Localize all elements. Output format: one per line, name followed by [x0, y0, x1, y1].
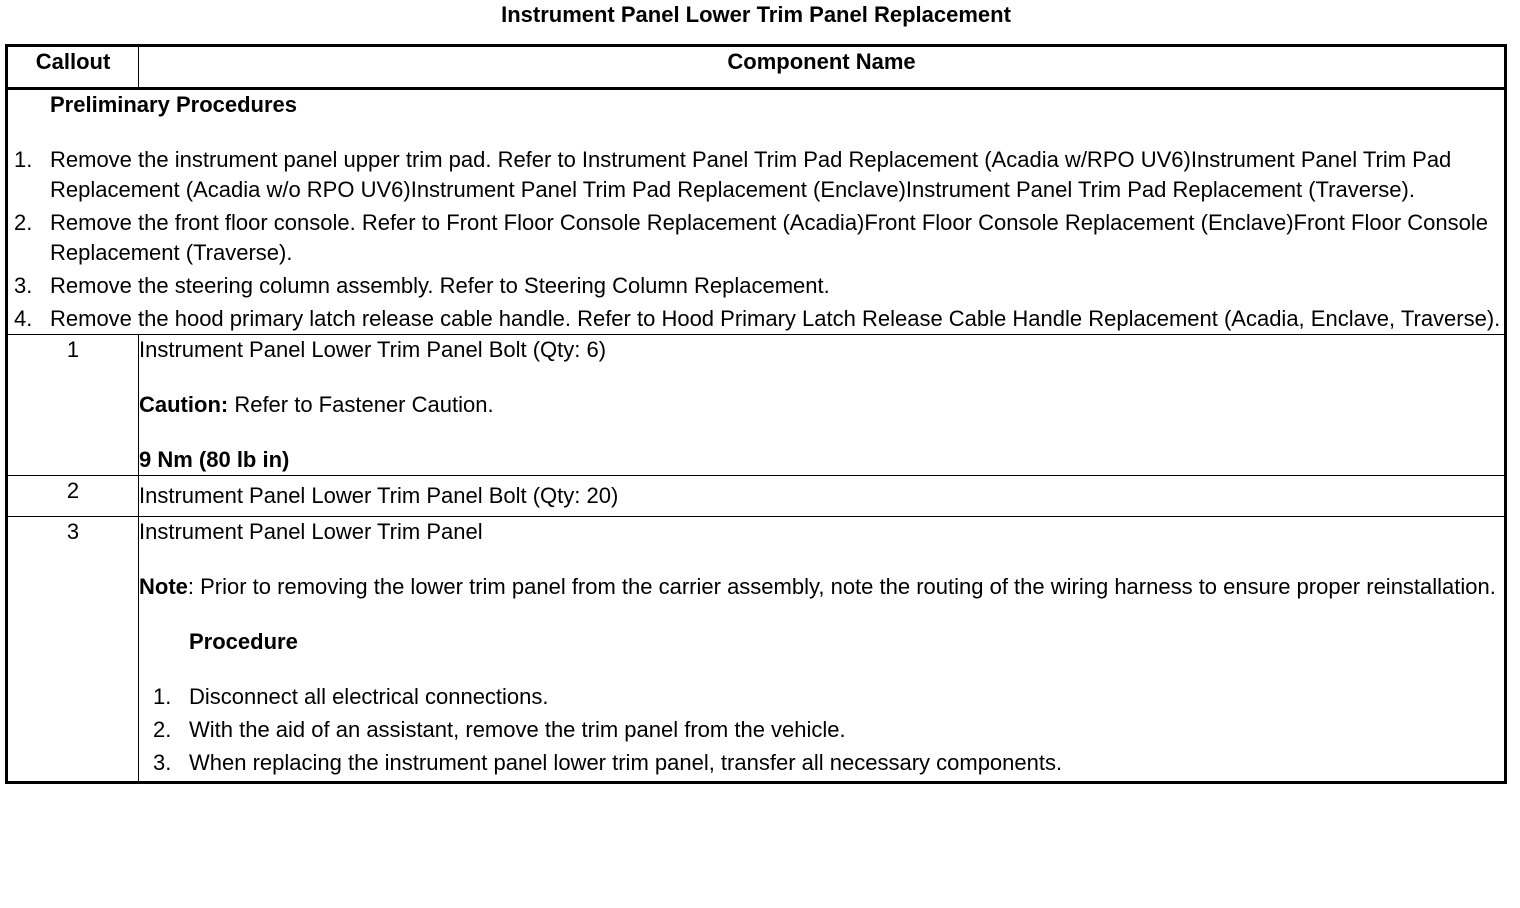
preliminary-step	[8, 271, 1504, 301]
caution-label: Caution:	[139, 392, 229, 417]
table-row	[7, 517, 1506, 783]
step-number: 1.	[14, 147, 33, 172]
note-text: : Prior to removing the lower trim panel from the carrier assembly, note the routing of the wiring harness to ensure proper reinstallation.	[187, 574, 1496, 599]
caution-line	[139, 390, 1504, 420]
component-description	[139, 476, 1506, 517]
component-name: Instrument Panel Lower Trim Panel Bolt (Qty: 20)	[139, 483, 619, 508]
callout-column-header: Callout	[7, 46, 139, 89]
torque-spec: 9 Nm (80 lb in)	[139, 447, 290, 472]
step-number: 1.	[153, 684, 172, 709]
step-text: Disconnect all electrical connections.	[189, 684, 549, 709]
component-description	[139, 335, 1506, 476]
step-number: 3.	[14, 273, 33, 298]
procedure-heading: Procedure	[189, 629, 298, 654]
preliminary-procedures-cell	[7, 89, 1506, 335]
preliminary-procedures-heading: Preliminary Procedures	[50, 92, 298, 117]
document-title: Instrument Panel Lower Trim Panel Replacement	[501, 2, 1011, 27]
step-text: Remove the hood primary latch release cable handle. Refer to Hood Primary Latch Release Cable Handle Replacement (Acadia, Enclave, Traverse).	[50, 306, 1501, 331]
preliminary-steps-list	[8, 145, 1504, 334]
note-line	[139, 572, 1504, 602]
preliminary-row	[7, 89, 1506, 335]
component-table	[5, 44, 1507, 784]
table-header-row	[7, 46, 1506, 89]
caution-text: Refer to Fastener Caution.	[228, 392, 494, 417]
procedure-steps-list	[139, 682, 1504, 778]
table-row	[7, 335, 1506, 476]
step-number: 3.	[153, 750, 172, 775]
component-name: Instrument Panel Lower Trim Panel Bolt (Qty: 6)	[139, 337, 607, 362]
component-name: Instrument Panel Lower Trim Panel	[139, 519, 483, 544]
step-text: Remove the steering column assembly. Refer to Steering Column Replacement.	[50, 273, 830, 298]
preliminary-step	[8, 304, 1504, 334]
callout-number: 3	[7, 517, 139, 783]
step-text: Remove the front floor console. Refer to Front Floor Console Replacement (Acadia)Front Floor Console Replacement (Enclave)Front Floor Console Replacement (Traverse).	[50, 210, 1488, 265]
callout-number: 1	[7, 335, 139, 476]
callout-number: 2	[7, 476, 139, 517]
step-text: When replacing the instrument panel lower trim panel, transfer all necessary components.	[189, 750, 1063, 775]
preliminary-step	[8, 208, 1504, 268]
step-number: 4.	[14, 306, 33, 331]
component-name-column-header: Component Name	[139, 46, 1506, 89]
component-description	[139, 517, 1506, 783]
step-text: With the aid of an assistant, remove the trim panel from the vehicle.	[189, 717, 846, 742]
note-label: Note	[139, 574, 188, 599]
procedure-step	[139, 748, 1504, 778]
table-row	[7, 476, 1506, 517]
preliminary-step	[8, 145, 1504, 205]
procedure-step	[139, 715, 1504, 745]
step-text: Remove the instrument panel upper trim pad. Refer to Instrument Panel Trim Pad Replacement (Acadia w/RPO UV6)Instrument Panel Trim Pad Replacement (Acadia w/o RPO UV6)Instrument Panel Trim Pad Replacement (Enclave)Instrument Panel Trim Pad Replacement (Traverse).	[50, 147, 1452, 202]
step-number: 2.	[14, 210, 33, 235]
step-number: 2.	[153, 717, 172, 742]
procedure-step	[139, 682, 1504, 712]
